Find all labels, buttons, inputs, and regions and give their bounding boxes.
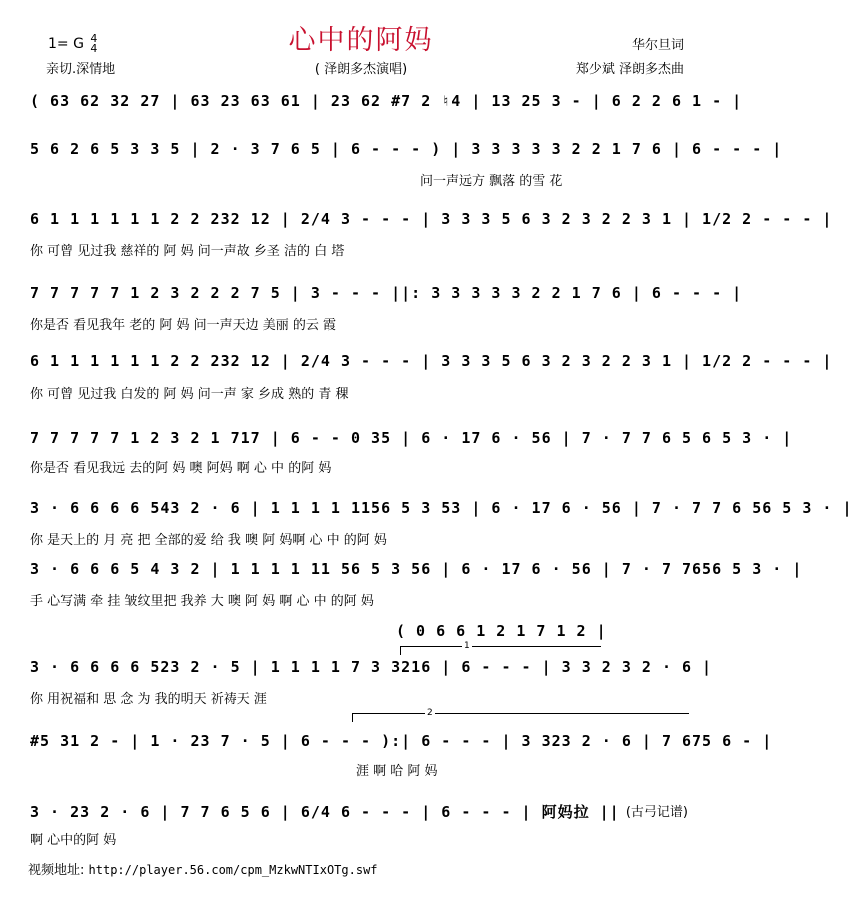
score-row-9-notes: 3 · 6 6 6 6 523 2 · 5 | 1 1 1 1 7 3 3216 | 6 - - - | 3 3 2 3 2 · 6 | <box>30 658 713 676</box>
song-title: 心中的阿妈 <box>288 25 434 56</box>
score-row-2-lyrics: 问一声远方 飘落 的雪 花 <box>420 174 563 189</box>
score-row-2-notes: 5 6 2 6 5 3 3 5 | 2 · 3 7 6 5 | 6 - - - ) | 3 3 3 3 3 2 2 1 7 6 | 6 - - - | <box>30 140 783 158</box>
volta-bracket-2 <box>352 713 689 722</box>
score-row-6-lyrics: 你是否 看见我远 去的阿 妈 噢 阿妈 啊 心 中 的阿 妈 <box>30 461 332 476</box>
lyricist-credit: 华尔旦词 <box>631 38 684 53</box>
score-row-11-lyrics: 啊 心中的阿 妈 <box>30 833 117 848</box>
score-row-9-lyrics: 你 用祝福和 思 念 为 我的明天 祈祷天 涯 <box>30 692 267 707</box>
score-row-4-lyrics: 你是否 看见我年 老的 阿 妈 问一声天边 美丽 的云 霞 <box>30 318 337 333</box>
singer-credit: ( 泽朗多杰演唱) <box>314 62 408 77</box>
video-url-line <box>28 859 378 878</box>
intro-phrase-notes: ( 0 6 6 1 2 1 7 1 2 | <box>396 622 607 640</box>
volta-number-1: 1 <box>464 641 470 651</box>
score-row-8-notes: 3 · 6 6 6 5 4 3 2 | 1 1 1 1 11 56 5 3 56 | 6 · 17 6 · 56 | 7 · 7 7656 5 3 · | <box>30 560 803 578</box>
score-row-8-lyrics: 手 心写满 牵 挂 皱纹里把 我养 大 噢 阿 妈 啊 心 中 的阿 妈 <box>30 594 374 609</box>
volta-number-2: 2 <box>427 708 433 718</box>
key-signature <box>48 34 97 54</box>
mood-marking: 亲切.深情地 <box>46 62 116 77</box>
score-row-10-notes: #5 31 2 - | 1 · 23 7 · 5 | 6 - - - ):| 6 - - - | 3 323 2 · 6 | 7 675 6 - | <box>30 732 773 750</box>
score-row-11-notes: 3 · 23 2 · 6 | 7 7 6 5 6 | 6/4 6 - - - | 6 - - - | 阿妈拉 || <box>30 803 620 821</box>
video-url-label: 视频地址: <box>28 863 85 878</box>
video-url-link[interactable]: http://player.56.com/cpm_MzkwNTIxOTg.swf <box>88 863 378 877</box>
score-row-4-notes: 7 7 7 7 7 1 2 3 2 2 2 7 5 | 3 - - - ||: 3 3 3 3 3 2 2 1 7 6 | 6 - - - | <box>30 284 743 302</box>
score-row-3-notes: 6 1 1 1 1 1 1 2 2 232 12 | 2/4 3 - - - | 3 3 3 5 6 3 2 3 2 2 3 1 | 1/2 2 - - - | <box>30 210 833 228</box>
score-row-7-lyrics: 你 是天上的 月 亮 把 全部的爱 给 我 噢 阿 妈啊 心 中 的阿 妈 <box>30 533 387 548</box>
time-signature: 4 4 <box>90 32 98 55</box>
score-row-5-lyrics: 你 可曾 见过我 白发的 阿 妈 问一声 家 乡成 熟的 青 稞 <box>30 387 349 402</box>
score-row-10-lyrics: 涯 啊 哈 阿 妈 <box>356 764 438 779</box>
composer-credit: 郑少斌 泽朗多杰曲 <box>575 62 684 77</box>
score-row-3-lyrics: 你 可曾 见过我 慈祥的 阿 妈 问一声故 乡圣 洁的 白 塔 <box>30 244 345 259</box>
score-row-1-notes: ( 63 62 32 27 | 63 23 63 61 | 23 62 #7 2 ♮4 | 13 25 3 - | 6 2 2 6 1 - | <box>30 92 743 110</box>
score-row-5-notes: 6 1 1 1 1 1 1 2 2 232 12 | 2/4 3 - - - | 3 3 3 5 6 3 2 3 2 2 3 1 | 1/2 2 - - - | <box>30 352 833 370</box>
transcriber-credit: (古弓记谱) <box>625 805 688 820</box>
volta-bracket-1 <box>400 646 601 655</box>
score-row-6-notes: 7 7 7 7 7 1 2 3 2 1 717 | 6 - - 0 35 | 6 · 17 6 · 56 | 7 · 7 7 6 5 6 5 3 · | <box>30 429 793 447</box>
score-row-7-notes: 3 · 6 6 6 6 543 2 · 6 | 1 1 1 1 1156 5 3 53 | 6 · 17 6 · 56 | 7 · 7 7 6 56 5 3 · | <box>30 499 853 517</box>
key-label: 1= G <box>48 36 84 52</box>
